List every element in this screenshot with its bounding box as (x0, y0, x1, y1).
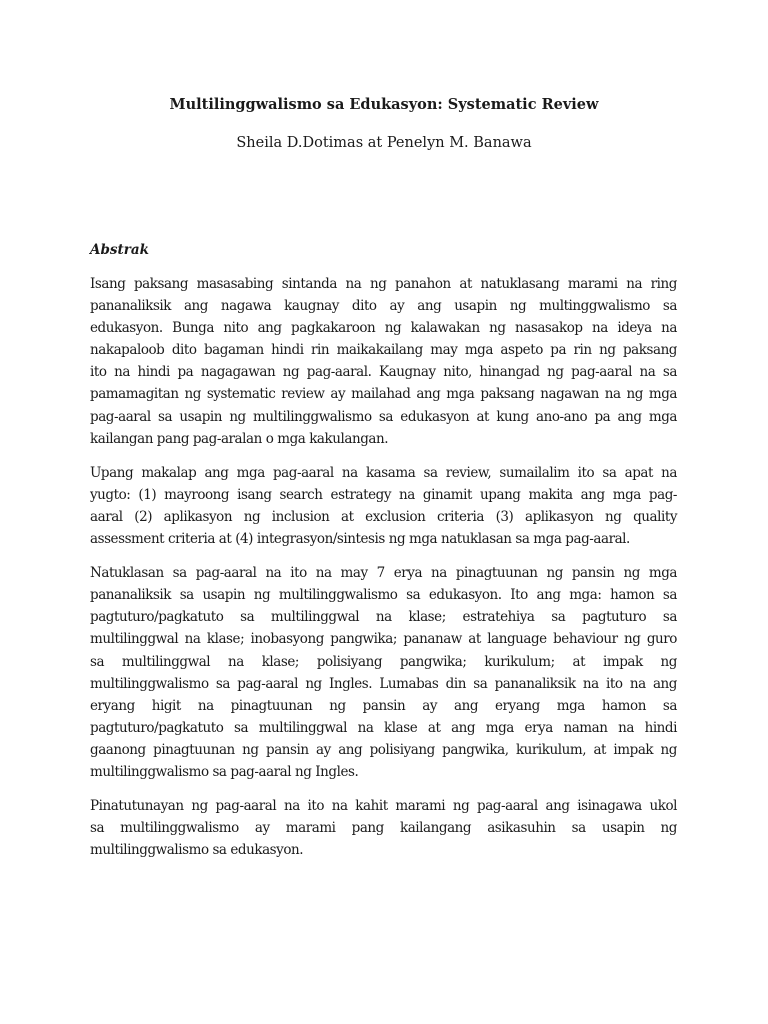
paragraph-line: edukasyon. Bunga nito ang pagkakaroon ng kalawakan ng nasasakop na ideya na (90, 320, 677, 337)
paragraph-line: pagtuturo/pagkatuto sa multilinggwal na klase at ang mga erya naman na hindi (90, 719, 677, 736)
paragraph-line: sa multilinggwalismo ay marami pang kailangang asikasuhin sa usapin ng (90, 820, 677, 837)
paragraph-line: gaanong pinagtuunan ng pansin ay ang polisiyang pangwika, kurikulum, at impak ng (90, 741, 677, 758)
abstract-paragraph (90, 273, 677, 450)
paragraph-line: multilinggwalismo sa pag-aaral ng Ingles. (90, 763, 359, 780)
paragraph-line: Natuklasan sa pag-aaral na ito na may 7 erya na pinagtuunan ng pansin ng mga (90, 565, 677, 582)
paragraph-line: Upang makalap ang mga pag-aaral na kasama sa review, sumailalim ito sa apat na (90, 464, 677, 481)
paragraph-line: sa multilinggwal na klase; polisiyang pangwika; kurikulum; at impak ng (90, 653, 677, 670)
paragraph-line: multilinggwalismo sa edukasyon. (90, 842, 304, 859)
paragraph-line: assessment criteria at (4) integrasyon/sintesis ng mga natuklasan sa mga pag-aaral. (90, 531, 630, 548)
paragraph-line: pamamagitan ng systematic review ay mailahad ang mga paksang nagawan na ng mga (90, 386, 677, 403)
abstract-paragraph (90, 562, 677, 783)
paragraph-line: multilinggwalismo sa pag-aaral ng Ingles. Lumabas din sa pananaliksik na ito na ang (90, 675, 677, 692)
paragraph-line: Isang paksang masasabing sintanda na ng panahon at natuklasang marami na ring (90, 276, 677, 292)
abstract-heading: Abstrak (90, 242, 149, 258)
paragraph-line: pag-aaral sa usapin ng multilinggwalismo sa edukasyon at kung ano-ano pa ang mga (90, 408, 677, 425)
paragraph-line: aaral (2) aplikasyon ng inclusion at exclusion criteria (3) aplikasyon ng quality (90, 508, 677, 525)
paragraph-line: yugto: (1) mayroong isang search estrategy na ginamit upang makita ang mga pag- (90, 486, 677, 503)
paragraph-line: pananaliksik sa usapin ng multilinggwalismo sa edukasyon. Ito ang mga: hamon sa (90, 587, 677, 604)
paragraph-line: pagtuturo/pagkatuto sa multilinggwal na klase; estratehiya sa pagtuturo sa (90, 609, 677, 626)
abstract-body (90, 273, 677, 873)
paragraph-line: Pinatutunayan ng pag-aaral na ito na kahit marami ng pag-aaral ang isinagawa ukol (90, 798, 677, 815)
paragraph-line: pananaliksik ang nagawa kaugnay dito ay ang usapin ng multinggwalismo sa (90, 298, 677, 315)
paragraph-line: nakapaloob dito bagaman hindi rin maikakailang may mga aspeto pa rin ng paksang (90, 342, 677, 359)
paper-authors: Sheila D.Dotimas at Penelyn M. Banawa (236, 135, 532, 151)
abstract-paragraph (90, 795, 677, 861)
abstract-paragraph (90, 462, 677, 550)
paragraph-line: eryang higit na pinagtuunan ng pansin ay ang eryang mga hamon sa (90, 697, 677, 714)
paragraph-line: ito na hindi pa nagagawan ng pag-aaral. Kaugnay nito, hinangad ng pag-aaral na sa (90, 364, 677, 381)
paragraph-line: kailangan pang pag-aralan o mga kakulangan. (90, 430, 389, 447)
paragraph-line: multilinggwal na klase; inobasyong pangwika; pananaw at language behaviour ng guro (90, 631, 677, 648)
paper-title: Multilinggwalismo sa Edukasyon: Systematic Review (169, 96, 599, 113)
